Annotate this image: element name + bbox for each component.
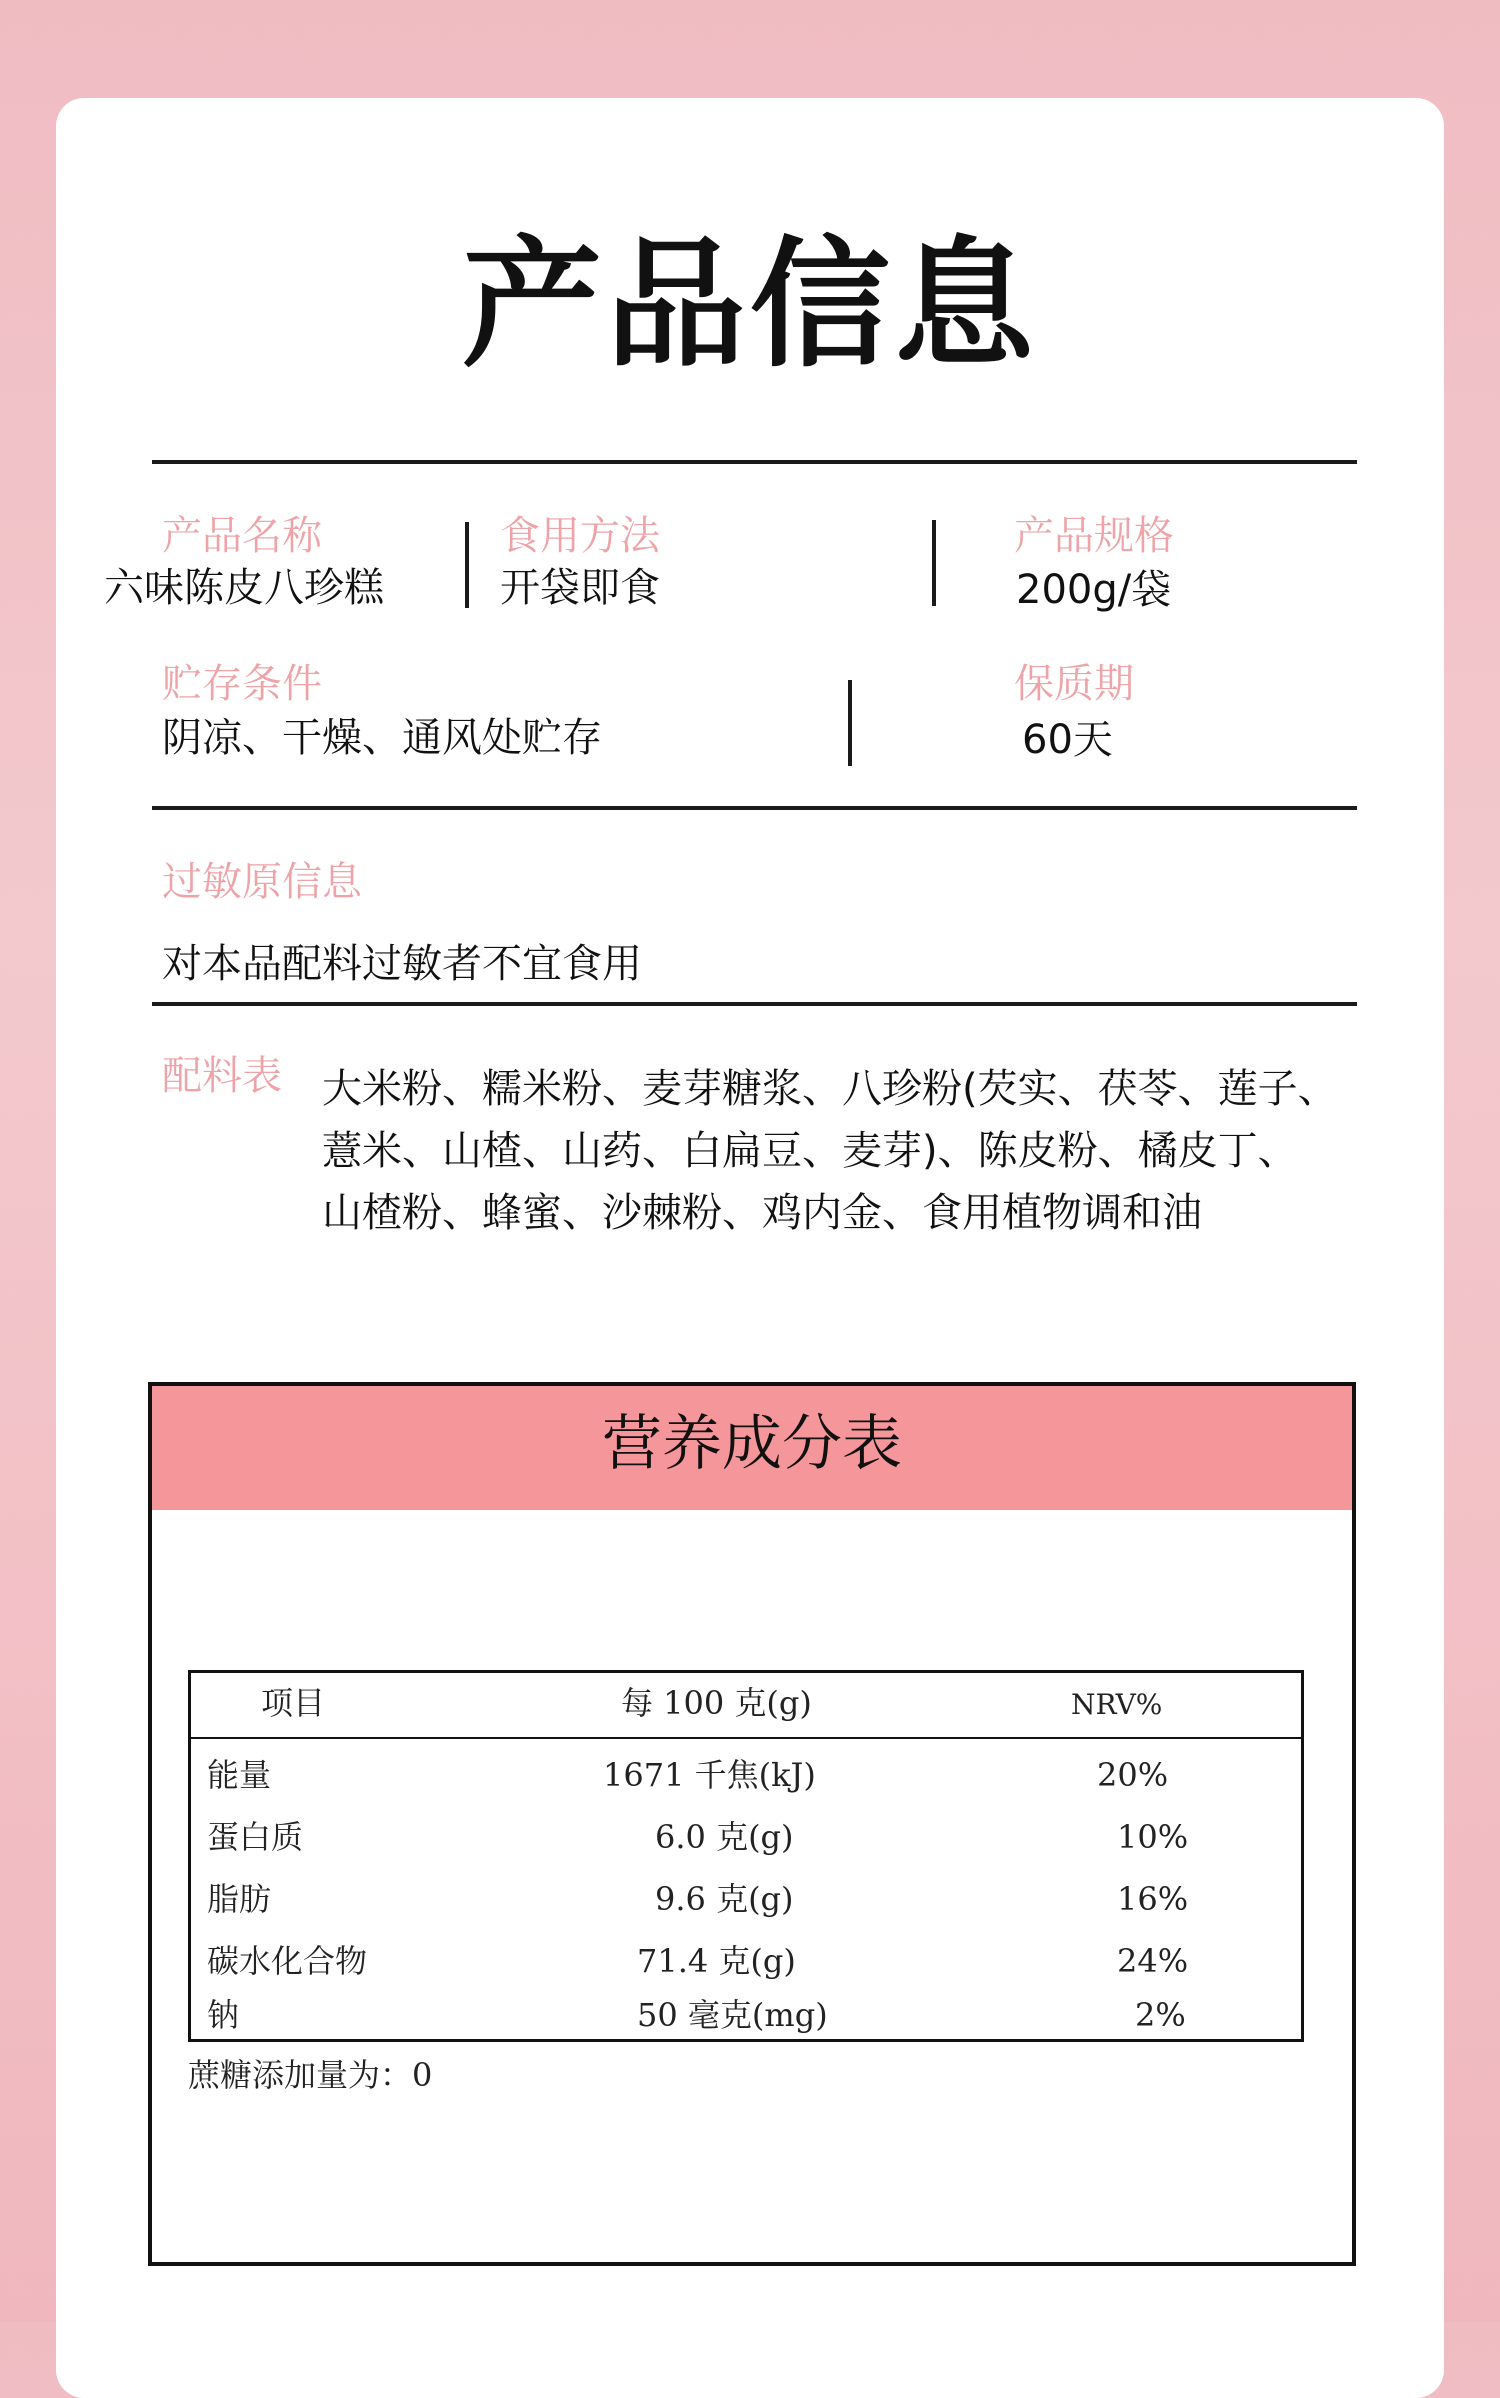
allergen-label: 过敏原信息 <box>162 859 362 905</box>
nutrition-title: 营养成分表 <box>152 1386 1352 1510</box>
table-row-per100: 6.0 克(g) <box>655 1818 794 1856</box>
column-divider <box>932 520 936 606</box>
shelf-life-label: 保质期 <box>1014 661 1134 707</box>
nutrition-table <box>188 1670 1304 2042</box>
storage-label: 贮存条件 <box>162 661 322 707</box>
product-name-label: 产品名称 <box>162 513 322 559</box>
page-title: 产品信息 <box>461 223 1038 387</box>
allergen-value: 对本品配料过敏者不宜食用 <box>162 941 642 987</box>
table-row-nrv: 16% <box>1117 1880 1189 1918</box>
nutrition-panel <box>148 1382 1356 2266</box>
table-row-per100: 9.6 克(g) <box>655 1880 794 1918</box>
table-row-nrv: 2% <box>1135 1996 1186 2034</box>
table-row-item: 能量 <box>207 1756 272 1794</box>
sugar-note: 蔗糖添加量为：0 <box>188 2056 433 2094</box>
divider-middle <box>152 806 1357 810</box>
table-row-nrv: 24% <box>1117 1942 1189 1980</box>
column-divider <box>848 680 852 766</box>
table-header-line <box>191 1737 1301 1739</box>
ingredients-line: 山楂粉、蜂蜜、沙棘粉、鸡内金、食用植物调和油 <box>322 1190 1202 1236</box>
table-row-nrv: 10% <box>1117 1818 1189 1856</box>
usage-label: 食用方法 <box>500 513 660 559</box>
header-item: 项目 <box>261 1684 326 1722</box>
spec-value: 200g/袋 <box>1016 567 1172 613</box>
table-row-item: 蛋白质 <box>207 1818 304 1856</box>
header-nrv: NRV% <box>1071 1688 1163 1721</box>
ingredients-list <box>322 1058 1422 1244</box>
column-divider <box>465 522 469 608</box>
table-row-nrv: 20% <box>1097 1756 1169 1794</box>
table-row-per100: 50 毫克(mg) <box>637 1996 828 2034</box>
table-row-per100: 1671 千焦(kJ) <box>603 1756 816 1794</box>
spec-label: 产品规格 <box>1014 513 1174 559</box>
header-per100: 每 100 克(g) <box>621 1684 812 1722</box>
divider-allergen <box>152 1002 1357 1006</box>
ingredients-line: 薏米、山楂、山药、白扁豆、麦芽)、陈皮粉、橘皮丁、 <box>322 1128 1298 1174</box>
usage-value: 开袋即食 <box>500 565 660 611</box>
ingredients-label: 配料表 <box>162 1053 282 1099</box>
table-row-item: 脂肪 <box>207 1880 272 1918</box>
shelf-life-value: 60天 <box>1022 717 1113 763</box>
product-name-value: 六味陈皮八珍糕 <box>104 565 384 611</box>
table-row-per100: 71.4 克(g) <box>637 1942 796 1980</box>
divider-top <box>152 460 1357 464</box>
storage-value: 阴凉、干燥、通风处贮存 <box>162 715 602 761</box>
ingredients-line: 大米粉、糯米粉、麦芽糖浆、八珍粉(芡实、茯苓、莲子、 <box>322 1066 1338 1112</box>
table-row-item: 碳水化合物 <box>207 1942 368 1980</box>
table-row-item: 钠 <box>207 1996 240 2034</box>
